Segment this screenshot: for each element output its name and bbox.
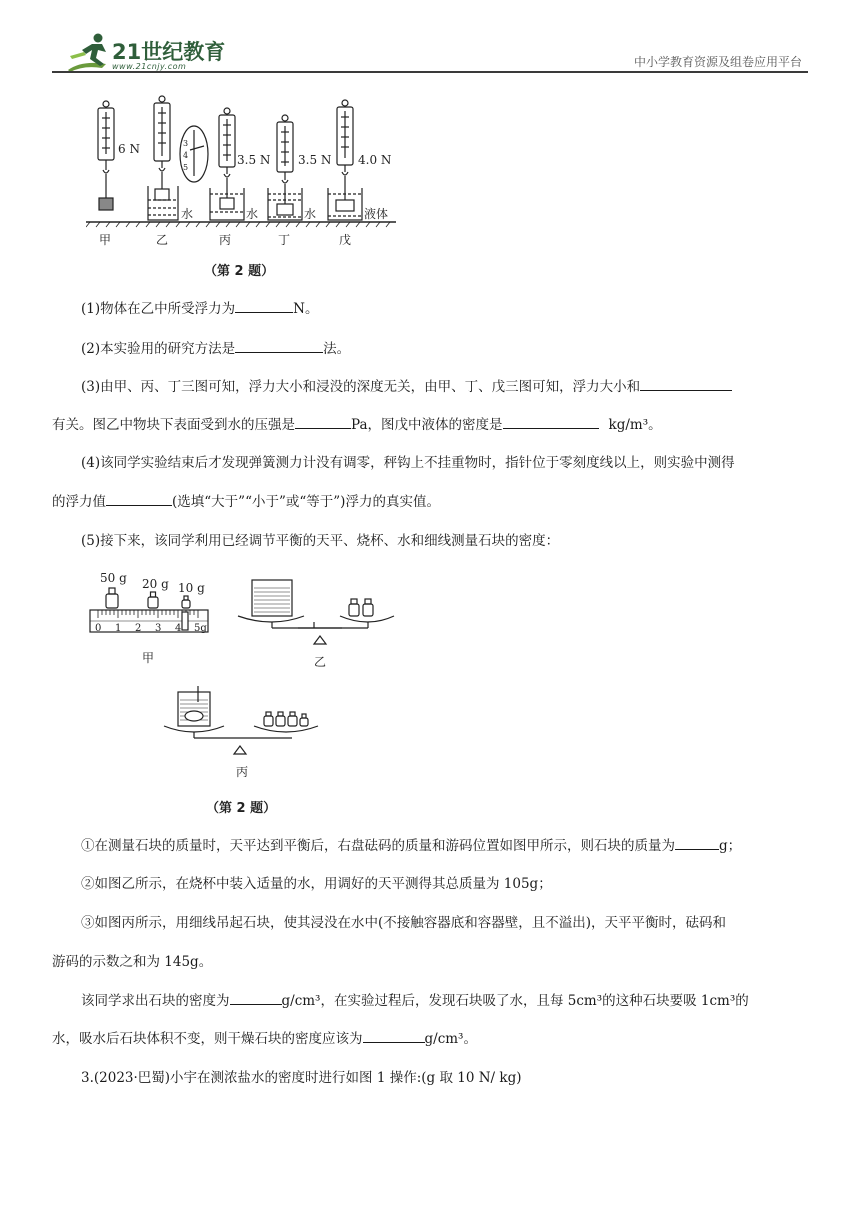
weights-and-rider-scale <box>90 571 208 665</box>
rider-tick: 5g <box>194 623 207 634</box>
question-5: (5)接下来，该同学利用已经调节平衡的天平、烧杯、水和细线测量石块的密度： <box>81 533 560 549</box>
balance-bing <box>164 686 318 779</box>
liquid-label: 液体 <box>364 207 389 221</box>
weight-label-20g: 20 g <box>142 577 169 591</box>
header-divider <box>52 71 808 73</box>
question-2: (2)本实验用的研究方法是 法。 <box>81 337 350 357</box>
liquid-label: 水 <box>246 207 259 221</box>
answer-blank[interactable] <box>640 376 732 391</box>
question-4-line1: (4)该同学实验结束后才发现弹簧测力计没有调零，秤钩上不挂重物时，指针位于零刻度线以上，则实验中测得 <box>81 455 735 471</box>
rider-tick: 3 <box>155 623 162 634</box>
logo-text: 21世纪教育 <box>112 40 226 64</box>
step-3-line1: ③如图丙所示，用细线吊起石块，使其浸没在水中(不接触容器底和容器壁，且不溢出)，天平平衡时，砝码和 <box>81 915 727 931</box>
step-2: ②如图乙所示，在烧杯中装入适量的水，用调好的天平测得其总质量为 105g； <box>81 876 552 892</box>
conclusion-line2: 水，吸水后石块体积不变，则干燥石块的密度应该为 g/cm³。 <box>52 1027 477 1047</box>
figure1-caption: （第 2 题） <box>204 264 275 279</box>
question-3-line1: (3)由甲、丙、丁三图可知，浮力大小和浸没的深度无关，由甲、丁、戊三图可知，浮力大小和 <box>81 375 732 395</box>
spring-scale-yi <box>148 96 178 220</box>
spring-scale-figure <box>86 88 416 253</box>
question-1: (1)物体在乙中所受浮力为 N。 <box>81 297 318 317</box>
step-1: ①在测量石块的质量时，天平达到平衡后，右盘砝码的质量和游码位置如图甲所示，则石块的质量为 g； <box>81 834 741 854</box>
figure-label-bing: 丙 <box>236 765 249 779</box>
zoom-tick-label: 4 <box>183 151 189 160</box>
spring-scale-ding <box>268 115 302 220</box>
liquid-label: 水 <box>181 207 194 221</box>
reading-wu: 4.0 N <box>358 153 392 167</box>
reading-jia: 6 N <box>118 142 140 156</box>
question-4-line2: 的浮力值 (选填“大于”“小于”或“等于”)浮力的真实值。 <box>52 490 440 510</box>
page-header <box>0 0 860 80</box>
conclusion-line1: 该同学求出石块的密度为 g/cm³，在实验过程后，发现石块吸了水，且每 5cm³的这种石块要吸 1cm³的 <box>81 989 749 1009</box>
answer-blank[interactable] <box>295 414 351 429</box>
answer-blank[interactable] <box>235 298 293 313</box>
question-3-line2: 有关。图乙中物块下表面受到水的压强是 Pa，图戊中液体的密度是 kg/m³。 <box>52 413 662 433</box>
balance-yi <box>238 580 394 669</box>
answer-blank[interactable] <box>503 414 599 429</box>
answer-blank[interactable] <box>235 338 323 353</box>
figure-label-ding: 丁 <box>278 233 291 247</box>
platform-title: 中小学教育资源及组卷应用平台 <box>633 55 802 69</box>
zoom-tick-label: 3 <box>183 139 189 148</box>
rider-tick: 0 <box>95 623 102 634</box>
figure-label-yi: 乙 <box>314 655 327 669</box>
balance-figure <box>86 566 406 800</box>
reading-ding: 3.5 N <box>298 153 332 167</box>
figure-label-yi: 乙 <box>156 233 169 247</box>
step-3-line2: 游码的示数之和为 145g。 <box>52 954 213 970</box>
rider-tick: 2 <box>135 623 142 634</box>
logo-url: www.21cnjy.com <box>112 62 187 71</box>
figure2-caption: （第 2 题） <box>206 801 277 816</box>
spring-scale-jia <box>98 101 114 210</box>
weight-label-50g: 50 g <box>100 571 127 585</box>
liquid-label: 水 <box>304 207 317 221</box>
answer-blank[interactable] <box>230 990 282 1005</box>
zoom-tick-label: 5 <box>183 163 189 172</box>
answer-blank[interactable] <box>106 491 172 506</box>
zoom-bubble <box>180 126 208 182</box>
figure-label-bing: 丙 <box>219 233 232 247</box>
figure-label-wu: 戊 <box>339 233 352 247</box>
question-3-title: 3.(2023·巴蜀)小宇在测浓盐水的密度时进行如图 1 操作:(g 取 10 N/ kg) <box>81 1070 522 1086</box>
weight-label-10g: 10 g <box>178 581 205 595</box>
figure-label-jia: 甲 <box>99 233 112 247</box>
rider-tick: 1 <box>115 623 122 634</box>
answer-blank[interactable] <box>675 835 719 850</box>
rider-tick: 4 <box>175 623 182 634</box>
reading-bing: 3.5 N <box>237 153 271 167</box>
figure-label-jia: 甲 <box>142 651 155 665</box>
answer-blank[interactable] <box>363 1028 425 1043</box>
spring-scale-wu <box>328 100 362 220</box>
